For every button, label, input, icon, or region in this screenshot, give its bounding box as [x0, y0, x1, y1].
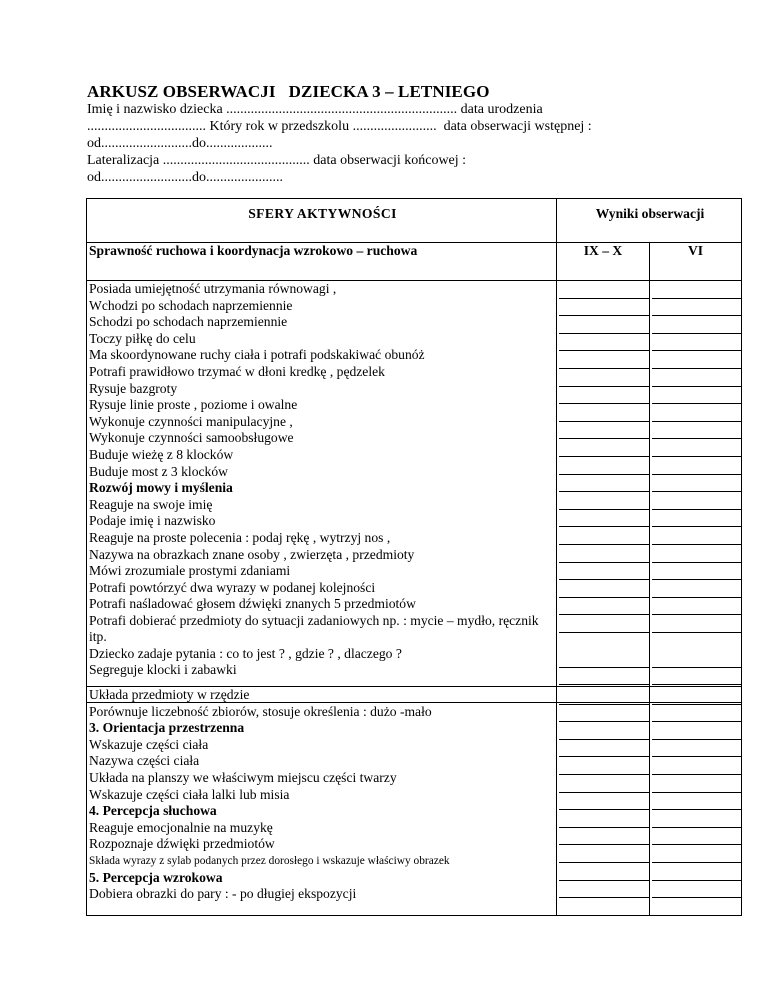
result-cell[interactable]: [559, 510, 649, 528]
result-cell[interactable]: [559, 845, 649, 863]
result-cell[interactable]: [652, 722, 741, 740]
result-cell[interactable]: [559, 668, 649, 686]
result-cell[interactable]: [652, 598, 741, 616]
skill-item: Układa na planszy we właściwym miejscu części twarzy: [89, 769, 397, 785]
result-cell[interactable]: [559, 881, 649, 899]
result-cell[interactable]: [652, 580, 741, 598]
skill-item: Reaguje na swoje imię: [89, 496, 213, 512]
result-cell[interactable]: [559, 475, 649, 493]
result-cell[interactable]: [652, 492, 741, 510]
skill-item: Ma skoordynowane ruchy ciała i potrafi podskakiwać obunóż: [89, 347, 425, 363]
result-cell[interactable]: [559, 563, 649, 581]
result-cell[interactable]: [652, 545, 741, 563]
skill-item: Wykonuje czynności manipulacyjne ,: [89, 413, 293, 429]
skill-item: Wskazuje części ciała: [89, 736, 209, 752]
result-column-vi: [650, 687, 742, 916]
skill-item: Wchodzi po schodach naprzemiennie: [89, 297, 293, 313]
result-cell[interactable]: [559, 369, 649, 387]
skill-item: Potrafi naśladować głosem dźwięki znanych 5 przedmiotów: [89, 596, 416, 612]
skill-item: Układa przedmioty w rzędzie: [89, 687, 250, 702]
table-header-row: [87, 199, 742, 243]
result-cell[interactable]: [559, 863, 649, 881]
result-cell[interactable]: [559, 615, 649, 633]
result-cell[interactable]: [652, 810, 741, 828]
result-cell[interactable]: [652, 404, 741, 422]
result-cell[interactable]: [652, 457, 741, 475]
period-vi: VI: [650, 243, 742, 281]
result-cell[interactable]: [559, 387, 649, 405]
skill-item: Porównuje liczebność zbiorów, stosuje określenia : dużo -mało: [89, 703, 432, 719]
skill-item: Reaguje emocjonalnie na muzykę: [89, 819, 273, 835]
skill-item: Toczy piłkę do celu: [89, 330, 196, 346]
result-cell[interactable]: [652, 563, 741, 581]
result-cell[interactable]: [559, 757, 649, 775]
section-heading-row: [87, 243, 742, 281]
result-cell[interactable]: [559, 492, 649, 510]
initial-observation-dates-line: od..........................do...................: [87, 136, 273, 151]
result-cell[interactable]: [559, 351, 649, 369]
result-cell[interactable]: [652, 775, 741, 793]
skill-item: Wskazuje części ciała lalki lub misia: [89, 786, 290, 802]
result-cell[interactable]: [559, 281, 649, 299]
result-column-ix-x: [557, 687, 650, 916]
result-cell[interactable]: [652, 281, 741, 299]
section-heading: Rozwój mowy i myślenia: [89, 480, 233, 496]
result-cell[interactable]: [652, 687, 741, 705]
result-cell[interactable]: [559, 775, 649, 793]
result-cell[interactable]: [652, 475, 741, 493]
skill-list: [87, 281, 557, 703]
result-cell[interactable]: [559, 633, 649, 668]
skill-item: Reaguje na proste polecenia : podaj rękę , wytrzyj nos ,: [89, 529, 391, 545]
result-column-vi: [650, 281, 742, 703]
result-cell[interactable]: [652, 740, 741, 758]
skill-item: Potrafi powtórzyć dwa wyrazy w podanej kolejności: [89, 579, 376, 595]
skill-item: Dziecko zadaje pytania : co to jest ? , gdzie ? , dlaczego ?: [89, 645, 402, 661]
laterality-line: Lateralizacja .......................................... data obserwacji końcowej :: [87, 153, 467, 168]
skill-list: [87, 687, 557, 916]
skill-item: Potrafi prawidłowo trzymać w dłoni kredkę , pędzelek: [89, 363, 385, 379]
skill-item: Rysuje linie proste , poziome i owalne: [89, 397, 298, 413]
result-cell[interactable]: [652, 387, 741, 405]
spheres-heading: SFERY AKTYWNOŚCI: [87, 199, 557, 243]
skill-item: Rozpoznaje dźwięki przedmiotów: [89, 836, 275, 852]
skill-item: Potrafi dobierać przedmioty do sytuacji zadaniowych np. : mycie – mydło, ręcznik itp.: [89, 612, 539, 645]
result-cell[interactable]: [559, 334, 649, 352]
skill-item: Składa wyrazy z sylab podanych przez dorosłego i wskazuje właściwy obrazek: [89, 854, 450, 867]
result-cell[interactable]: [559, 810, 649, 828]
result-cell[interactable]: [559, 828, 649, 846]
skill-item: Posiada umiejętność utrzymania równowagi ,: [89, 281, 337, 296]
observation-table-2: [86, 686, 742, 916]
result-cell[interactable]: [652, 881, 741, 899]
skill-item: Wykonuje czynności samoobsługowe: [89, 430, 294, 446]
result-cell[interactable]: [559, 705, 649, 723]
result-cell[interactable]: [652, 316, 741, 334]
result-cell[interactable]: [559, 580, 649, 598]
result-cell[interactable]: [652, 510, 741, 528]
items-row: [87, 281, 742, 703]
result-cell[interactable]: [559, 299, 649, 317]
result-cell[interactable]: [652, 633, 741, 668]
skill-item: Nazywa na obrazkach znane osoby , zwierzęta , przedmioty: [89, 546, 415, 562]
result-cell[interactable]: [559, 457, 649, 475]
skill-item: Buduje wieżę z 8 klocków: [89, 446, 234, 462]
skill-item: Buduje most z 3 klocków: [89, 463, 228, 479]
section-heading: 5. Percepcja wzrokowa: [89, 869, 223, 885]
result-cell[interactable]: [559, 793, 649, 811]
result-cell[interactable]: [559, 722, 649, 740]
result-cell[interactable]: [652, 299, 741, 317]
final-observation-dates-line: od..........................do......................: [87, 170, 283, 185]
result-cell[interactable]: [652, 668, 741, 686]
skill-item: Nazywa części ciała: [89, 753, 200, 769]
results-heading: Wyniki obserwacji: [557, 199, 742, 243]
kindergarten-year-line: .................................. Który rok w przedszkolu ........................ data obserwacji wstępnej :: [87, 119, 592, 134]
skill-item: Podaje imię i nazwisko: [89, 513, 216, 529]
result-cell[interactable]: [559, 598, 649, 616]
result-cell[interactable]: [652, 863, 741, 881]
result-cell[interactable]: [652, 351, 741, 369]
skill-item: Dobiera obrazki do pary : - po długiej ekspozycji: [89, 886, 357, 902]
child-info-block: [87, 101, 592, 186]
items-row: [87, 687, 742, 916]
result-cell[interactable]: [559, 545, 649, 563]
result-column-ix-x: [557, 281, 650, 703]
result-cell[interactable]: [652, 615, 741, 633]
skill-item: Rysuje bazgroty: [89, 380, 178, 396]
section-heading: 3. Orientacja przestrzenna: [89, 720, 245, 736]
section-heading: 4. Percepcja słuchowa: [89, 803, 217, 819]
name-birthdate-line: Imię i nazwisko dziecka .................................................................. data urodzenia: [87, 102, 543, 117]
result-cell[interactable]: [652, 757, 741, 775]
result-cell[interactable]: [652, 334, 741, 352]
result-cell[interactable]: [559, 898, 649, 915]
result-cell[interactable]: [559, 404, 649, 422]
result-cell[interactable]: [652, 845, 741, 863]
result-cell[interactable]: [652, 705, 741, 723]
result-cell[interactable]: [652, 527, 741, 545]
skill-item: Schodzi po schodach naprzemiennie: [89, 314, 288, 330]
result-cell[interactable]: [559, 439, 649, 457]
result-cell[interactable]: [652, 369, 741, 387]
skill-item: Segreguje klocki i zabawki: [89, 662, 237, 678]
observation-table-1: [86, 198, 742, 703]
section-heading: Sprawność ruchowa i koordynacja wzrokowo – ruchowa: [87, 243, 557, 281]
result-cell[interactable]: [652, 898, 741, 915]
result-cell[interactable]: [559, 740, 649, 758]
result-cell[interactable]: [652, 439, 741, 457]
result-cell[interactable]: [559, 422, 649, 440]
result-cell[interactable]: [559, 527, 649, 545]
skill-item: Mówi zrozumiale prostymi zdaniami: [89, 563, 291, 579]
result-cell[interactable]: [559, 687, 649, 705]
result-cell[interactable]: [652, 793, 741, 811]
result-cell[interactable]: [652, 422, 741, 440]
result-cell[interactable]: [652, 828, 741, 846]
result-cell[interactable]: [559, 316, 649, 334]
period-ix-x: IX – X: [557, 243, 650, 281]
page-title: ARKUSZ OBSERWACJI DZIECKA 3 – LETNIEGO: [87, 82, 490, 101]
